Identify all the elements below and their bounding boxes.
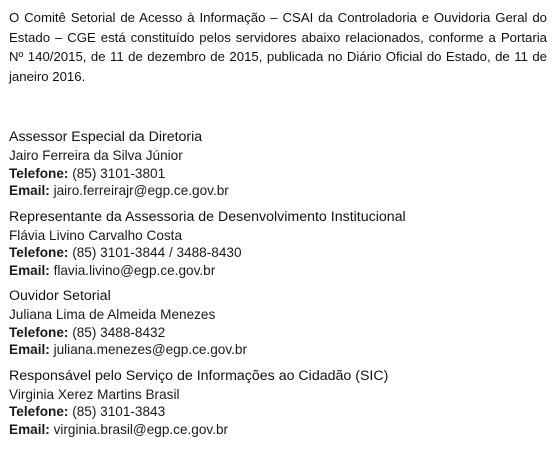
email-label: Email: xyxy=(9,421,50,437)
member-phone: (85) 3101-3843 xyxy=(72,404,166,419)
phone-label: Telefone: xyxy=(9,165,69,181)
intro-paragraph: O Comitê Setorial de Acesso à Informação – CSAI da Controladoria e Ouvidoria Geral do Estado – CGE está constituído pelos servidores abaixo relacionados, conforme a Portaria Nº 140/2015, de 11 de dezembro de 2015, publicada no Diário Oficial do Estado, de 11 de janeiro 2016. xyxy=(9,10,547,84)
member-role: Responsável pelo Serviço de Informações ao Cidadão (SIC) xyxy=(9,367,389,384)
email-label: Email: xyxy=(9,342,50,357)
member-email-line xyxy=(9,421,547,439)
email-label: Email: xyxy=(9,183,50,198)
member-email-line xyxy=(9,341,547,359)
member-phone: (85) 3101-3801 xyxy=(72,165,166,181)
member-entry xyxy=(9,208,547,280)
member-entry xyxy=(9,367,547,439)
email-label: Email: xyxy=(9,262,50,278)
member-email: virginia.brasil@egp.ce.gov.br xyxy=(53,421,229,437)
member-phone: (85) 3488-8432 xyxy=(72,324,166,340)
member-email: flavia.livino@egp.ce.gov.br xyxy=(53,262,216,278)
member-name: Juliana Lima de Almeida Menezes xyxy=(9,307,216,322)
member-phone-line xyxy=(9,244,547,262)
member-entry xyxy=(9,287,547,359)
member-email-line xyxy=(9,182,547,200)
member-entry xyxy=(9,128,547,200)
member-phone-line xyxy=(9,324,547,342)
member-phone: (85) 3101-3844 / 3488-8430 xyxy=(72,245,242,260)
member-email: juliana.menezes@egp.ce.gov.br xyxy=(53,342,247,357)
member-role: Representante da Assessoria de Desenvolvimento Institucional xyxy=(9,208,406,225)
member-role: Assessor Especial da Diretoria xyxy=(9,129,203,145)
member-email-line xyxy=(9,262,547,280)
member-phone-line xyxy=(9,403,547,421)
phone-label: Telefone: xyxy=(9,404,69,419)
member-name: Virginia Xerez Martins Brasil xyxy=(9,386,180,402)
member-name: Flávia Livino Carvalho Costa xyxy=(9,227,183,243)
member-role: Ouvidor Setorial xyxy=(9,288,111,304)
phone-label: Telefone: xyxy=(9,245,69,260)
member-phone-line xyxy=(9,165,547,183)
committee-member-list xyxy=(9,128,547,446)
member-name: Jairo Ferreira da Silva Júnior xyxy=(9,148,183,163)
member-email: jairo.ferreirajr@egp.ce.gov.br xyxy=(53,183,229,198)
phone-label: Telefone: xyxy=(9,324,69,340)
